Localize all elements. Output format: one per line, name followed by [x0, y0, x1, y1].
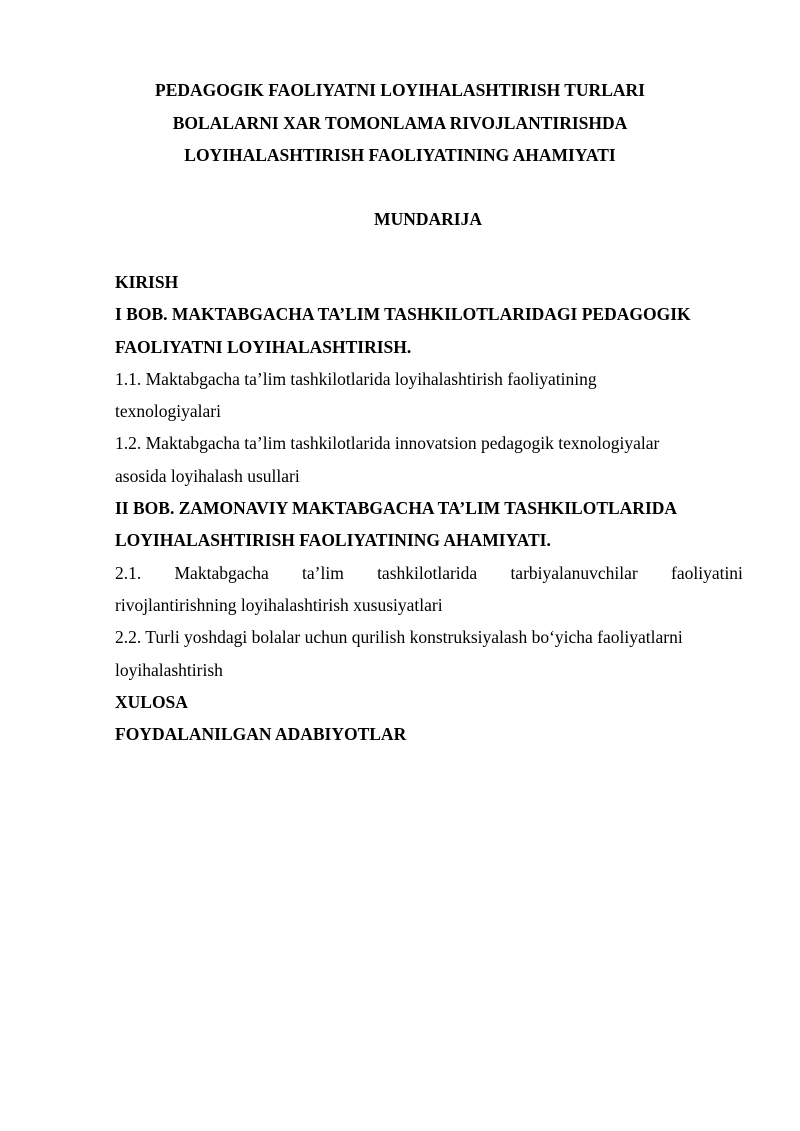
toc-chapter-2-line-1: II BOB. ZAMONAVIY MAKTABGACHA TA’LIM TASHKILOTLARIDA	[115, 498, 678, 519]
toc-word: Maktabgacha	[174, 562, 269, 583]
toc-chapter-2-line-2: LOYIHALASHTIRISH FAOLIYATINING AHAMIYATI.	[115, 530, 551, 551]
toc-chapter-1-line-2: FAOLIYATNI LOYIHALASHTIRISH.	[115, 336, 412, 357]
title-line-1: PEDAGOGIK FAOLIYATNI LOYIHALASHTIRISH TURLARI	[155, 80, 645, 100]
toc-intro: KIRISH	[115, 272, 179, 292]
toc-word: tarbiyalanuvchilar	[510, 562, 638, 583]
toc-section-2-2-line-1: 2.2. Turli yoshdagi bolalar uchun qurilish konstruksiyalash bo‘yicha faoliyatlarni	[115, 627, 683, 648]
toc-word: tashkilotlarida	[377, 562, 478, 583]
table-of-contents	[115, 266, 743, 750]
toc-section-2-1-line-2: rivojlantirishning loyihalashtirish xususiyatlari	[115, 594, 443, 615]
toc-section-1-2-line-2: asosida loyihalash usullari	[115, 465, 300, 486]
document-title	[100, 74, 700, 172]
title-line-2: BOLALARNI XAR TOMONLAMA RIVOJLANTIRISHDA	[172, 112, 628, 133]
toc-word: ta’lim	[302, 562, 344, 583]
toc-word: 2.1.	[115, 562, 142, 583]
contents-heading: MUNDARIJA	[374, 209, 482, 229]
toc-section-1-2-line-1: 1.2. Maktabgacha ta’lim tashkilotlarida innovatsion pedagogik texnologiyalar	[115, 433, 660, 454]
toc-section-2-2-line-2: loyihalashtirish	[115, 659, 223, 680]
toc-section-1-1-line-2: texnologiyalari	[115, 401, 221, 422]
toc-section-2-1-line-1	[115, 557, 743, 589]
toc-chapter-1-line-1: I BOB. MAKTABGACHA TA’LIM TASHKILOTLARIDAGI PEDAGOGIK	[115, 304, 691, 325]
title-line-3: LOYIHALASHTIRISH FAOLIYATINING AHAMIYATI	[184, 145, 616, 165]
toc-section-1-1-line-1: 1.1. Maktabgacha ta’lim tashkilotlarida loyihalashtirish faoliyatining	[115, 368, 597, 389]
toc-word: faoliyatini	[671, 562, 743, 583]
toc-conclusion: XULOSA	[115, 691, 188, 712]
toc-references: FOYDALANILGAN ADABIYOTLAR	[115, 724, 407, 745]
